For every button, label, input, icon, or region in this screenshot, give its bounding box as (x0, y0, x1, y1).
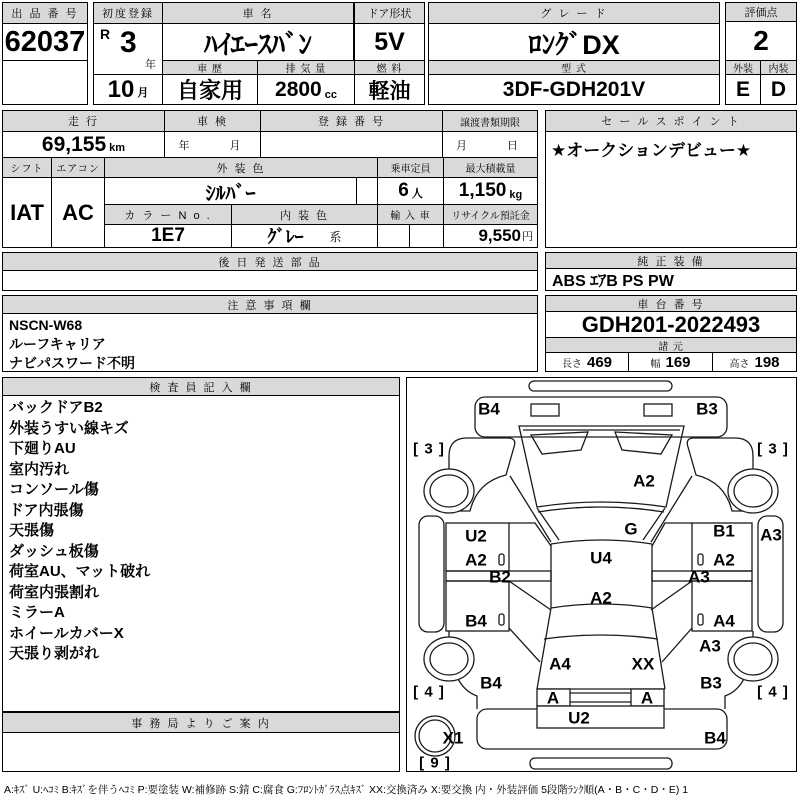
recycle-unit: 円 (522, 231, 533, 243)
mileage-header: 走 行 (2, 110, 165, 132)
car-damage-diagram (406, 377, 797, 772)
office-info-header: 事 務 局 よ り ご 案 内 (2, 712, 400, 733)
note-line: ミラーA (9, 604, 65, 621)
car-name-header: 車 名 (162, 2, 354, 24)
note-line: NSCN-W68 (9, 317, 83, 333)
car-history-header: 車 歴 (162, 60, 258, 75)
damage-code: B1 (713, 521, 735, 541)
damage-code-legend: A:ｷｽﾞ U:ﾍｺﾐ B:ｷｽﾞを伴うﾍｺﾐ P:要塗装 W:補修跡 S:錆 C:腐食 G:ﾌﾛﾝﾄｶﾞﾗｽ点ｷｽﾞ XX:交換済み X:要交換 内・外装評価 5段階ﾗﾝｸ順(A・B・C・D・E) 1 (4, 784, 689, 796)
month-number: 10 (107, 75, 135, 103)
damage-code: [ 4 ] (757, 683, 789, 701)
lot-empty-cell (2, 60, 88, 105)
chassis-number-header: 車 台 番 号 (545, 295, 797, 312)
spec-length (545, 352, 629, 372)
later-parts-value (2, 270, 538, 291)
interior-header: 内装 (760, 60, 797, 75)
damage-code: A (640, 688, 654, 708)
damage-code: A2 (590, 588, 612, 608)
displacement-value: 2800 (275, 77, 322, 101)
max-load-unit: kg (509, 189, 523, 201)
door-shape-header: ドア形状 (354, 2, 425, 24)
shift-header: シフト (2, 157, 52, 178)
shift: IAT (2, 177, 52, 248)
damage-code: B2 (489, 567, 511, 587)
damage-code: X1 (442, 728, 464, 748)
model-code: 3DF-GDH201V (428, 74, 720, 105)
damage-marks-layer (407, 378, 796, 771)
capacity (377, 177, 444, 205)
caution-notes-header: 注 意 事 項 欄 (2, 295, 538, 314)
registration-number-header: 登 録 番 号 (260, 110, 443, 132)
note-line: 下廻りAU (9, 440, 76, 457)
damage-code: [ 3 ] (757, 440, 789, 458)
aircon: AC (51, 177, 105, 248)
damage-code: A3 (688, 567, 710, 587)
color-no-header: カ ラ ー N o . (104, 204, 232, 225)
sales-point: ★オークションデビュー★ (545, 131, 797, 248)
year-unit: 年 (145, 59, 156, 71)
damage-code: G (624, 519, 638, 539)
damage-code: B4 (480, 673, 502, 693)
length-label: 長さ (561, 358, 582, 370)
exterior-color: ｼﾙﾊﾞｰ (104, 177, 357, 205)
capacity-header: 乗車定員 (377, 157, 444, 178)
note-line: ナビパスワード不明 (9, 355, 135, 371)
damage-code: A3 (699, 636, 721, 656)
note-line: 外装うすい線キズ (9, 419, 129, 437)
height-value: 198 (754, 353, 780, 371)
max-load-header: 最大積載量 (443, 157, 538, 178)
exterior-header: 外装 (725, 60, 761, 75)
note-line: ホイールカバーX (9, 624, 124, 642)
interior-color (231, 224, 378, 248)
lot-number: 62037 (2, 23, 88, 61)
sales-point-header: セ ー ル ス ポ イ ン ト (545, 110, 797, 132)
first-registration-year (93, 23, 163, 75)
note-line: ドア内張傷 (9, 501, 84, 519)
inspection-value: 年 月 (164, 131, 261, 158)
damage-code: B3 (700, 673, 722, 693)
displacement-header: 排 気 量 (257, 60, 355, 75)
length-value: 469 (586, 353, 613, 371)
lot-number-header: 出 品 番 号 (2, 2, 88, 24)
interior-grade: D (760, 74, 797, 105)
mileage-unit: km (109, 142, 126, 154)
width-value: 169 (665, 353, 691, 371)
inspector-notes (2, 395, 400, 712)
note-line: コンソール傷 (9, 481, 99, 498)
note-line: 荷室内張割れ (9, 583, 100, 601)
max-load-value: 1,150 (458, 180, 507, 201)
max-load (443, 177, 538, 205)
import-cell-left (377, 224, 410, 248)
capacity-value: 6 (398, 180, 409, 201)
score-header: 評価点 (725, 2, 797, 22)
damage-code: U4 (590, 548, 612, 568)
aircon-header: エアコン (51, 157, 105, 178)
caution-notes (2, 313, 538, 372)
damage-code: A3 (760, 525, 782, 545)
car-history: 自家用 (162, 74, 258, 105)
transfer-deadline-value: 月 日 (442, 131, 538, 158)
import-header: 輸 入 車 (377, 204, 444, 225)
damage-code: A4 (549, 654, 571, 674)
recycle-deposit (443, 224, 538, 248)
damage-code: [ 4 ] (413, 683, 445, 701)
damage-code: XX (631, 654, 655, 674)
damage-code: A2 (633, 471, 655, 491)
damage-code: A4 (713, 611, 735, 631)
first-registration-month (93, 74, 163, 105)
note-line: 荷室AU、マット破れ (9, 563, 151, 580)
registration-number (260, 131, 443, 158)
fuel: 軽油 (354, 74, 425, 105)
car-name: ﾊｲｴｰｽﾊﾞﾝ (162, 23, 354, 61)
color-no: 1E7 (104, 224, 232, 248)
genuine-equipment-header: 純 正 装 備 (545, 252, 797, 269)
transfer-deadline-header: 譲渡書類期限 (442, 110, 538, 132)
damage-code: B4 (478, 399, 500, 419)
later-parts-header: 後 日 発 送 部 品 (2, 252, 538, 271)
damage-code: [ 9 ] (419, 754, 451, 772)
note-line: 天張傷 (9, 522, 55, 539)
era-letter: R (100, 26, 111, 42)
inspector-notes-header: 検 査 員 記 入 欄 (2, 377, 400, 396)
genuine-equipment: ABS ｴｱB PS PW (545, 268, 797, 291)
width-label: 幅 (650, 358, 661, 370)
note-line: バックドアB2 (9, 399, 103, 416)
interior-color-suffix: 系 (329, 229, 342, 244)
exterior-color-subcell (356, 177, 378, 205)
damage-code: B3 (696, 399, 718, 419)
recycle-value: 9,550 (478, 226, 521, 245)
damage-code: U2 (465, 526, 487, 546)
inspection-header: 車 検 (164, 110, 261, 132)
note-line: ルーフキャリア (9, 336, 106, 352)
specs-header: 諸 元 (545, 337, 797, 353)
recycle-deposit-header: リサイクル預託金 (443, 204, 538, 225)
spec-height (712, 352, 797, 372)
damage-code: B4 (704, 728, 726, 748)
interior-color-header: 内 装 色 (231, 204, 378, 225)
displacement-unit: cc (324, 89, 337, 101)
import-cell-right (409, 224, 444, 248)
door-shape: 5V (354, 23, 425, 61)
damage-code: B4 (465, 611, 487, 631)
auction-score: 2 (725, 21, 797, 61)
era-year: 3 (120, 26, 137, 59)
month-unit: 月 (137, 87, 149, 99)
model-code-header: 型 式 (428, 60, 720, 75)
damage-code: U2 (568, 708, 590, 728)
first-registration-header: 初度登録 (93, 2, 163, 24)
capacity-unit: 人 (411, 188, 423, 200)
damage-code: [ 3 ] (413, 440, 445, 458)
chassis-number: GDH201-2022493 (545, 311, 797, 338)
damage-code: A2 (465, 550, 487, 570)
grade: ﾛﾝｸﾞDX (428, 23, 720, 61)
fuel-header: 燃 料 (354, 60, 425, 75)
note-line: 天張り剥がれ (9, 645, 100, 662)
damage-code: A (546, 688, 560, 708)
grade-header: グ レ ー ド (428, 2, 720, 24)
mileage (2, 131, 165, 158)
height-label: 高さ (729, 358, 750, 370)
exterior-color-header: 外 装 色 (104, 157, 378, 178)
note-line: 室内汚れ (9, 460, 70, 478)
spec-width (628, 352, 713, 372)
displacement (257, 74, 355, 105)
mileage-value: 69,155 (41, 132, 107, 156)
interior-color-value: ｸﾞﾚｰ (267, 227, 304, 247)
note-line: ダッシュ板傷 (9, 542, 99, 560)
office-info-body (2, 732, 400, 772)
damage-code: A2 (713, 550, 735, 570)
exterior-grade: E (725, 74, 761, 105)
